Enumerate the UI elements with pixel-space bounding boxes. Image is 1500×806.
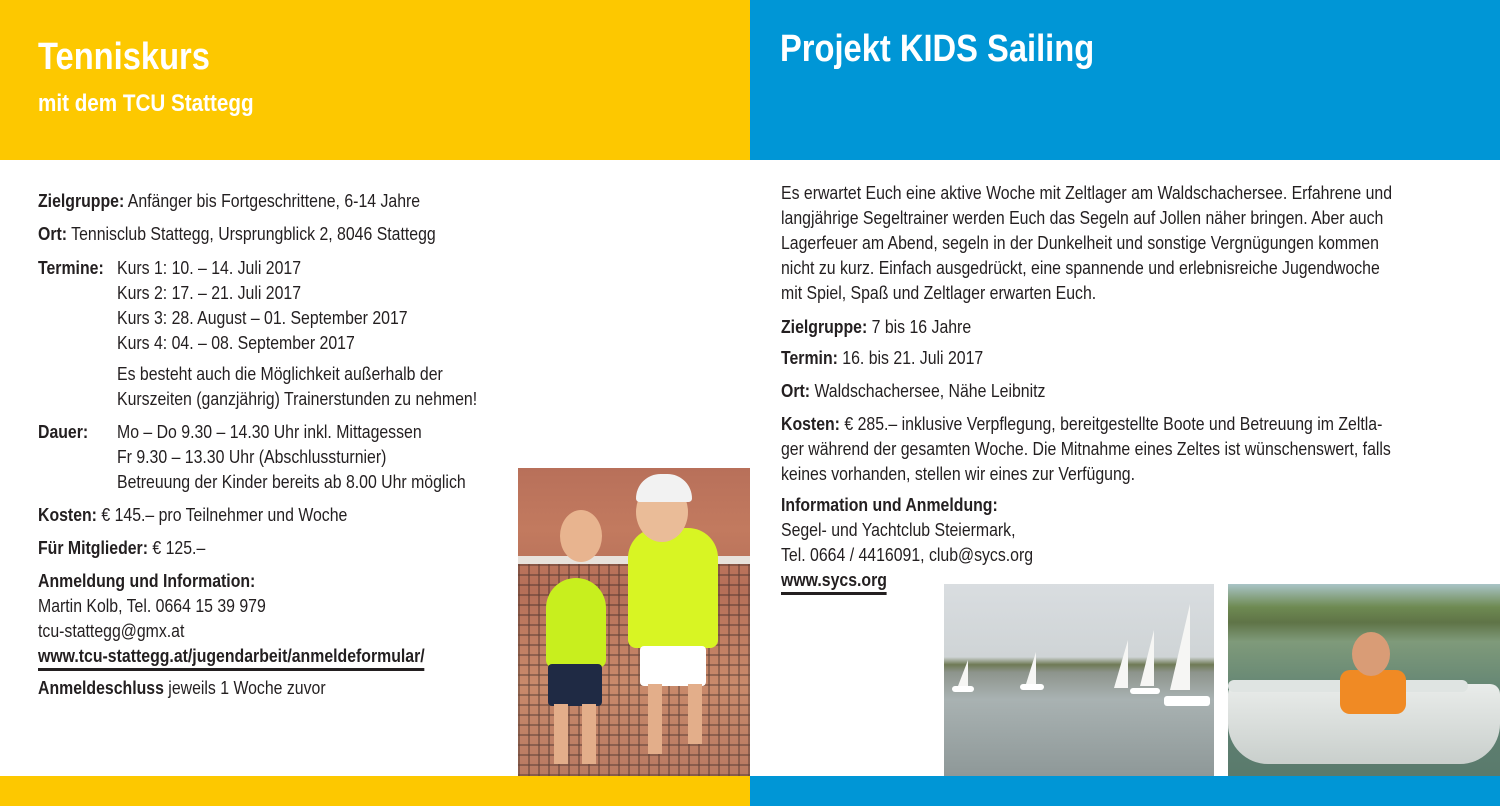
kid-cap	[636, 474, 692, 502]
list-item: Fr 9.30 – 13.30 Uhr (Abschlussturnier)	[117, 447, 387, 467]
tennis-mitglieder	[38, 536, 205, 561]
sailing-kosten-line: ger während der gesamten Woche. Die Mitnahme eines Zeltes ist wünschenswert, falls	[781, 439, 1391, 459]
tennis-zielgruppe-value: Anfänger bis Fortgeschrittene, 6-14 Jahre	[124, 191, 421, 211]
sailing-termin	[781, 346, 983, 371]
tennis-kosten	[38, 503, 347, 528]
sailing-zielgruppe	[781, 315, 971, 340]
kid-head	[560, 510, 602, 562]
tennis-kosten-value: € 145.– pro Teilnehmer und Woche	[96, 505, 348, 525]
tennis-subtitle: mit dem TCU Stattegg	[38, 90, 254, 117]
tennis-ort-label: Ort:	[38, 224, 68, 244]
sailing-info-link[interactable]: www.sycs.org	[781, 570, 887, 595]
list-item: Kurs 1: 10. – 14. Juli 2017	[117, 258, 302, 278]
sailing-ort-label: Ort:	[781, 381, 811, 401]
tennis-anmeldung-email[interactable]: tcu-stattegg@gmx.at	[38, 621, 185, 641]
sail	[1114, 640, 1128, 688]
tennis-footer-band	[0, 776, 750, 806]
sailing-lake-photo	[944, 584, 1214, 776]
sailing-ort	[781, 379, 1045, 404]
note-line: Es besteht auch die Möglichkeit außerhalb der	[117, 364, 443, 384]
kid-leg	[554, 704, 568, 764]
tennis-anmeldung-contact: Martin Kolb, Tel. 0664 15 39 979	[38, 596, 266, 616]
list-item: Mo – Do 9.30 – 14.30 Uhr inkl. Mittagessen	[117, 422, 422, 442]
sailing-termin-value: 16. bis 21. Juli 2017	[837, 348, 984, 368]
sailing-kosten	[781, 412, 1391, 487]
list-item: Betreuung der Kinder bereits ab 8.00 Uhr möglich	[117, 472, 466, 492]
note-line: Kurszeiten (ganzjährig) Trainerstunden zu nehmen!	[117, 389, 478, 409]
sail	[958, 660, 968, 686]
hull	[1130, 688, 1160, 694]
sailing-kosten-line: keines vorhanden, stellen wir eines zur Verfügung.	[781, 464, 1135, 484]
kid-shorts	[548, 664, 602, 706]
tennis-ort	[38, 222, 436, 247]
sail	[1026, 652, 1036, 684]
kid-shorts	[640, 646, 706, 686]
intro-line: Es erwartet Euch eine aktive Woche mit Zeltlager am Waldschachersee. Erfahrene und	[781, 183, 1393, 203]
sail	[1170, 604, 1190, 690]
sailing-info	[781, 493, 1033, 593]
tennis-zielgruppe	[38, 189, 420, 214]
sailing-info-club: Segel- und Yachtclub Steiermark,	[781, 520, 1016, 540]
kid-leg	[648, 684, 662, 754]
sailing-zielgruppe-value: 7 bis 16 Jahre	[867, 317, 972, 337]
sailing-title: Projekt KIDS Sailing	[780, 28, 1095, 70]
tennis-anmeldung-link[interactable]: www.tcu-stattegg.at/jugendarbeit/anmeldeformular/	[38, 646, 425, 671]
tennis-anmeldeschluss	[38, 676, 326, 701]
sail	[1140, 630, 1154, 686]
sailing-zielgruppe-label: Zielgruppe:	[781, 317, 868, 337]
sailing-termin-label: Termin:	[781, 348, 838, 368]
tennis-kosten-label: Kosten:	[38, 505, 97, 525]
tennis-mitglieder-label: Für Mitglieder:	[38, 538, 148, 558]
tennis-anmeldeschluss-value: jeweils 1 Woche zuvor	[163, 678, 326, 698]
tennis-anmeldung-heading: Anmeldung und Information:	[38, 571, 256, 591]
tennis-dauer-label: Dauer:	[38, 422, 89, 442]
hull	[1164, 696, 1210, 706]
tennis-dauer-list	[117, 420, 466, 495]
intro-line: mit Spiel, Spaß und Zeltlager erwarten Euch.	[781, 283, 1097, 303]
sailing-info-contact: Tel. 0664 / 4416091, club@sycs.org	[781, 545, 1034, 565]
sailing-kosten-line: € 285.– inklusive Verpflegung, bereitgestellte Boote und Betreuung im Zeltla-	[839, 414, 1383, 434]
kid-leg	[582, 704, 596, 764]
intro-line: nicht zu kurz. Einfach ausgedrückt, eine spannende und erlebnisreiche Jugendwoche	[781, 258, 1380, 278]
tennis-termine-label: Termine:	[38, 258, 104, 278]
intro-line: langjährige Segeltrainer werden Euch das Segeln auf Jollen näher bringen. Aber auch	[781, 208, 1384, 228]
life-vest	[1340, 670, 1406, 714]
sailing-header-band	[750, 0, 1500, 160]
child-head	[1352, 632, 1390, 676]
tennis-zielgruppe-label: Zielgruppe:	[38, 191, 125, 211]
list-item: Kurs 2: 17. – 21. Juli 2017	[117, 283, 302, 303]
sailing-info-heading: Information und Anmeldung:	[781, 495, 998, 515]
list-item: Kurs 3: 28. August – 01. September 2017	[117, 308, 408, 328]
tennis-anmeldeschluss-label: Anmeldeschluss	[38, 678, 164, 698]
sailing-kosten-label: Kosten:	[781, 414, 840, 434]
tennis-ort-value: Tennisclub Stattegg, Ursprungblick 2, 8046 Stattegg	[67, 224, 436, 244]
kid-shirt	[546, 578, 606, 668]
sailing-footer-band	[750, 776, 1500, 806]
tennis-header-band	[0, 0, 750, 160]
sailing-ort-value: Waldschachersee, Nähe Leibnitz	[810, 381, 1046, 401]
tennis-termine-note	[117, 362, 477, 412]
tennis-kids-photo	[518, 468, 750, 776]
tennis-termine-list	[117, 256, 408, 356]
hull	[952, 686, 974, 692]
sailing-boat-photo	[1228, 584, 1500, 776]
hull	[1020, 684, 1044, 690]
tennis-title: Tenniskurs	[38, 36, 210, 78]
kid-leg	[688, 684, 702, 744]
kid-shirt	[628, 528, 718, 648]
list-item: Kurs 4: 04. – 08. September 2017	[117, 333, 355, 353]
intro-line: Lagerfeuer am Abend, segeln in der Dunkelheit und sonstige Vergnügungen kommen	[781, 233, 1379, 253]
tennis-anmeldung	[38, 569, 425, 669]
tennis-mitglieder-value: € 125.–	[148, 538, 206, 558]
sailing-intro	[781, 181, 1392, 306]
